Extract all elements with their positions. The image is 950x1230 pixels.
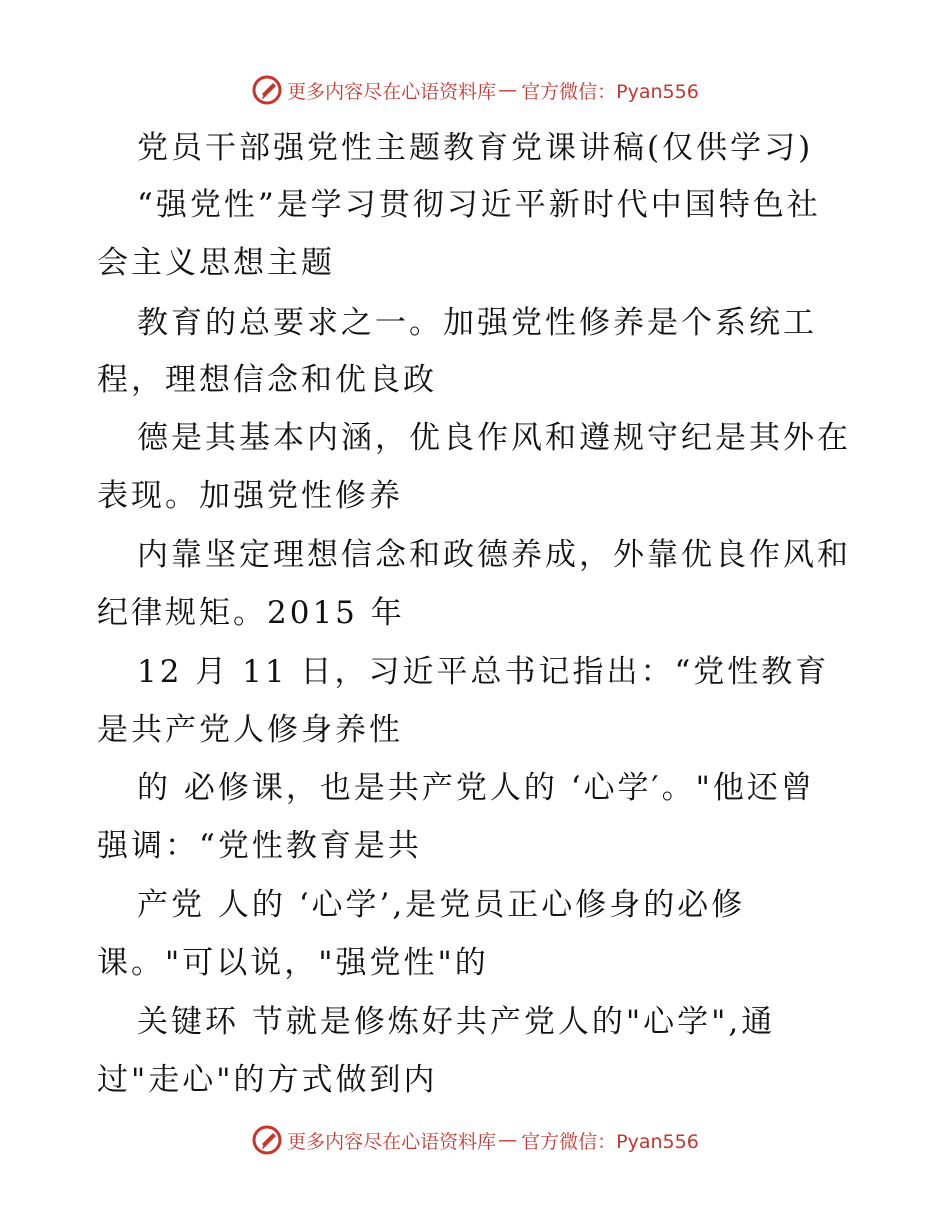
paragraph-line: 德是其基本内涵，优良作风和遵规守纪是其外在 bbox=[137, 420, 851, 456]
watermark-text: 更多内容尽在心语资料库 bbox=[287, 1130, 497, 1153]
paragraph-line: 教育的总要求之一。加强党性修养是个系统工 bbox=[137, 305, 817, 341]
paragraph-line: 内靠坚定理想信念和政德养成，外靠优良作风和 bbox=[137, 537, 851, 573]
watermark-wechat: 官方微信：Pyan556 bbox=[521, 80, 699, 103]
paragraph-line: 表现。加强党性修养 bbox=[97, 478, 403, 514]
paragraph-line: 程，理想信念和优良政 bbox=[97, 362, 437, 398]
paragraph-line: 强调：“党性教育是共 bbox=[97, 828, 422, 864]
brand-logo-icon bbox=[251, 1124, 283, 1156]
footer-watermark bbox=[0, 1120, 950, 1160]
paragraph-line: 是共产党人修身养性 bbox=[97, 712, 403, 748]
brand-logo-icon bbox=[251, 74, 283, 106]
watermark-wechat: 官方微信：Pyan556 bbox=[521, 1130, 699, 1153]
paragraph-line: 12 月 11 日，习近平总书记指出：“党性教育 bbox=[137, 654, 830, 690]
paragraph-line: 关键环 节就是修炼好共产党人的"心学",通 bbox=[137, 1004, 776, 1040]
watermark-text: 更多内容尽在心语资料库 bbox=[287, 80, 497, 103]
paragraph-line: “强党性”是学习贯彻习近平新时代中国特色社 bbox=[137, 187, 821, 223]
paragraph-line: 产党 人的 ‘心学’,是党员正心修身的必修 bbox=[137, 887, 746, 923]
header-watermark bbox=[0, 70, 950, 110]
watermark-separator: — bbox=[498, 1129, 518, 1151]
paragraph-line: 会主义思想主题 bbox=[97, 245, 335, 281]
paragraph-line: 纪律规矩。2015 年 bbox=[97, 595, 405, 631]
paragraph-line: 课。"可以说，"强党性"的 bbox=[97, 945, 489, 981]
watermark-separator: — bbox=[498, 79, 518, 101]
paragraph-line: 的 必修课，也是共产党人的 ‘心学′。"他还曾 bbox=[137, 770, 815, 806]
document-title: 党员干部强党性主题教育党课讲稿(仅供学习) bbox=[137, 130, 814, 166]
paragraph-line: 过"走心"的方式做到内 bbox=[97, 1062, 438, 1098]
